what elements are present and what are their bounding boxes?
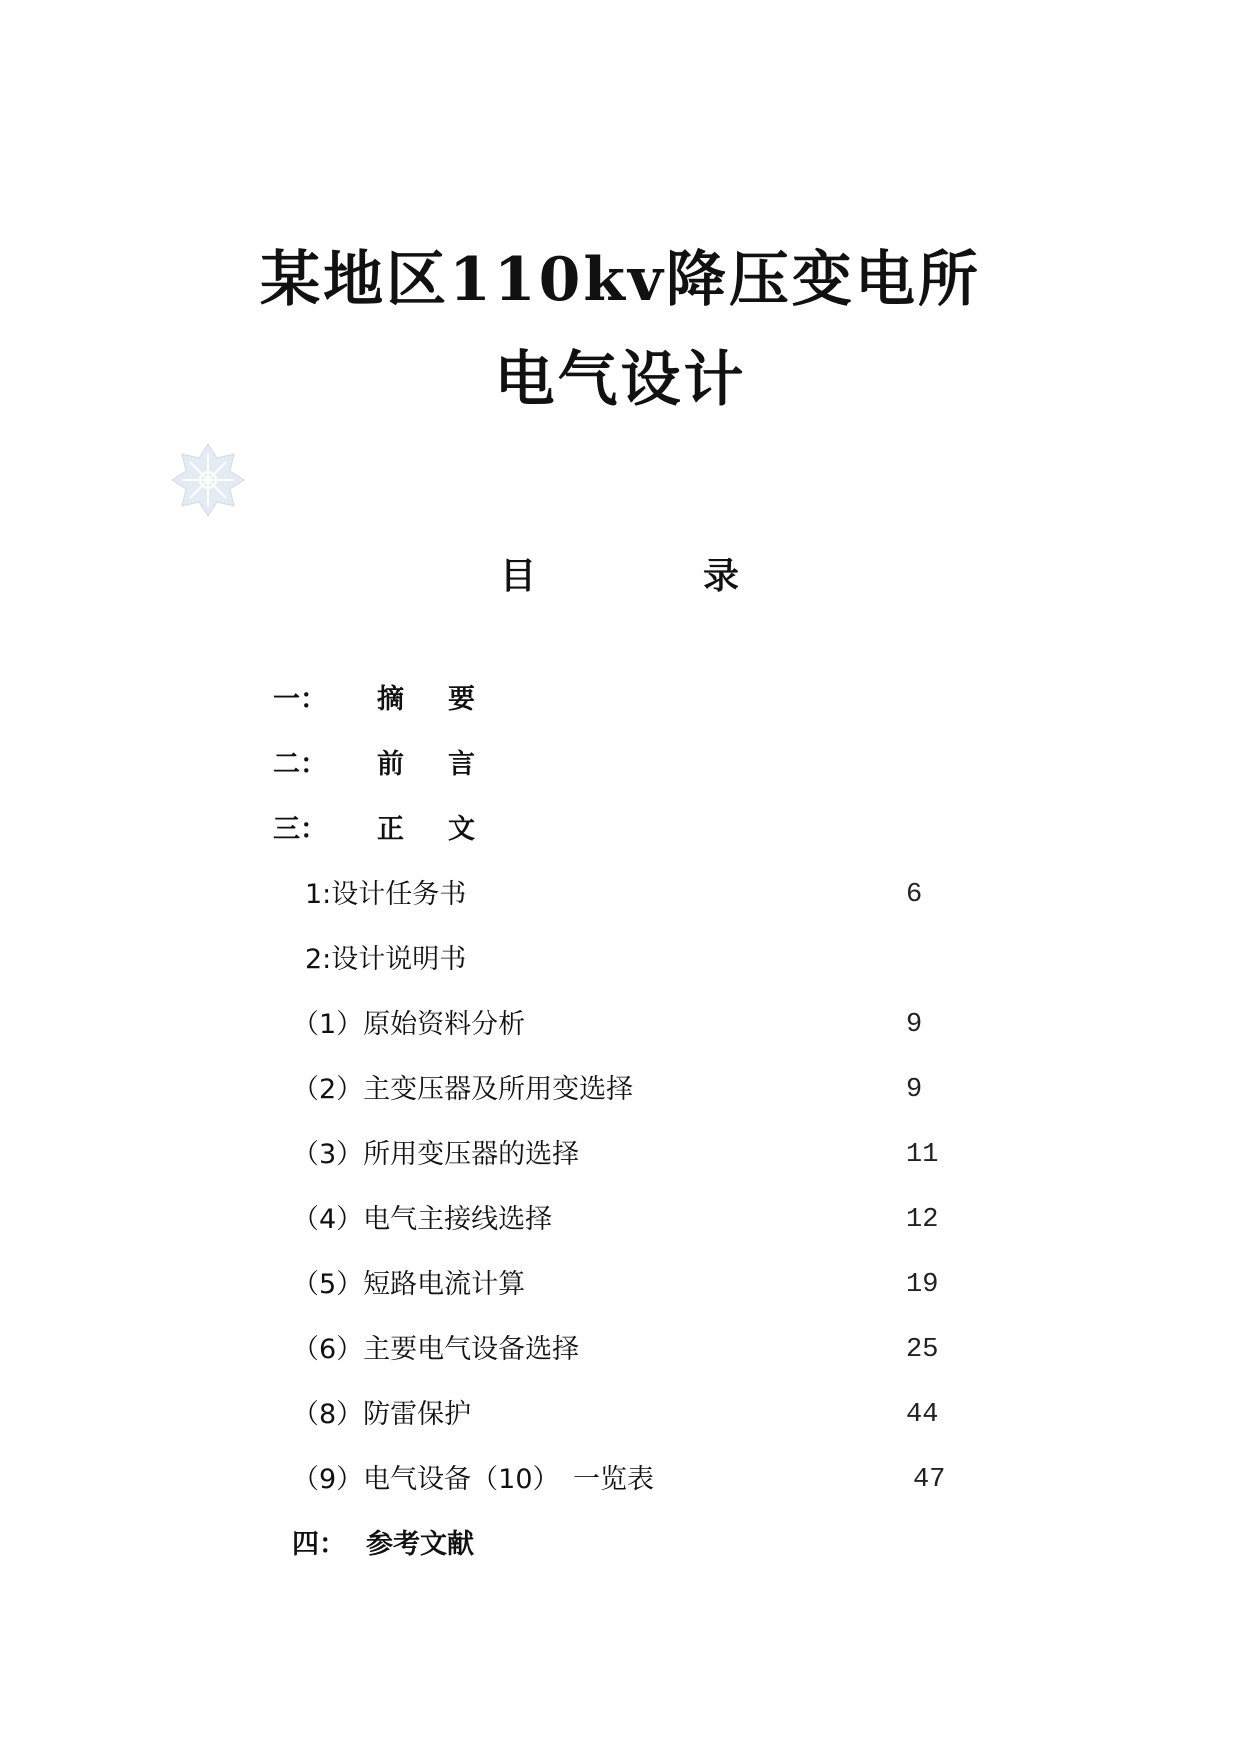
toc-entry bbox=[0, 1200, 1241, 1240]
toc-section-char: 前 bbox=[377, 749, 404, 780]
toc-entry-label: （6）主要电气设备选择 bbox=[292, 1334, 580, 1365]
snowflake-watermark-icon bbox=[170, 442, 246, 518]
toc-entry bbox=[0, 1005, 1241, 1045]
toc-section-references bbox=[0, 1525, 1241, 1565]
toc-entry bbox=[0, 1265, 1241, 1305]
toc-entry bbox=[0, 1395, 1241, 1435]
toc-section-abstract bbox=[0, 680, 1241, 720]
document-title-line2: 电气设计 bbox=[494, 345, 747, 415]
toc-entry-page: 19 bbox=[906, 1270, 939, 1300]
toc-entry-label: （3）所用变压器的选择 bbox=[292, 1139, 580, 1170]
toc-entry bbox=[0, 1330, 1241, 1370]
toc-section-char: 摘 bbox=[377, 684, 404, 715]
toc-section-char: 要 bbox=[448, 684, 475, 715]
toc-entry-page: 6 bbox=[906, 880, 923, 910]
toc-entry-label: （8）防雷保护 bbox=[292, 1399, 472, 1430]
toc-entry-label: （4）电气主接线选择 bbox=[292, 1204, 553, 1235]
toc-entry-label: 1:设计任务书 bbox=[305, 879, 467, 910]
toc-heading bbox=[0, 548, 1241, 598]
toc-section-char: 言 bbox=[448, 749, 475, 780]
toc-entry bbox=[0, 875, 1241, 915]
toc-section-preface bbox=[0, 745, 1241, 785]
toc-entry-label: （9）电气设备（10） 一览表 bbox=[292, 1464, 655, 1495]
toc-entry-page: 44 bbox=[906, 1400, 939, 1430]
toc-entry bbox=[0, 1460, 1241, 1500]
toc-section-main-text bbox=[0, 810, 1241, 850]
toc-section-index: 三： bbox=[273, 814, 327, 845]
document-title-line1: 某地区110kv降压变电所 bbox=[260, 245, 981, 315]
toc-entry-page: 9 bbox=[906, 1010, 923, 1040]
toc-heading-right: 录 bbox=[703, 556, 740, 597]
toc-section-char: 文 bbox=[448, 814, 475, 845]
toc-section-index: 二： bbox=[273, 749, 327, 780]
toc-entry-page: 11 bbox=[906, 1140, 939, 1170]
toc-entry-label: （1）原始资料分析 bbox=[292, 1009, 526, 1040]
toc-entry-page: 47 bbox=[913, 1465, 946, 1495]
toc-entry-label: （5）短路电流计算 bbox=[292, 1269, 526, 1300]
toc-entry bbox=[0, 1135, 1241, 1175]
toc-entry bbox=[0, 1070, 1241, 1110]
toc-entry-page: 12 bbox=[906, 1205, 939, 1235]
toc-entry-page: 9 bbox=[906, 1075, 923, 1105]
toc-entry bbox=[0, 940, 1241, 980]
toc-heading-left: 目 bbox=[500, 556, 537, 597]
toc-section-index: 四： bbox=[292, 1529, 346, 1560]
toc-section-char: 正 bbox=[377, 814, 404, 845]
toc-entry-label: （2）主变压器及所用变选择 bbox=[292, 1074, 634, 1105]
toc-section-index: 一： bbox=[273, 684, 327, 715]
toc-section-label: 参考文献 bbox=[366, 1529, 474, 1560]
toc-entry-page: 25 bbox=[906, 1335, 939, 1365]
toc-entry-label: 2:设计说明书 bbox=[305, 944, 467, 975]
